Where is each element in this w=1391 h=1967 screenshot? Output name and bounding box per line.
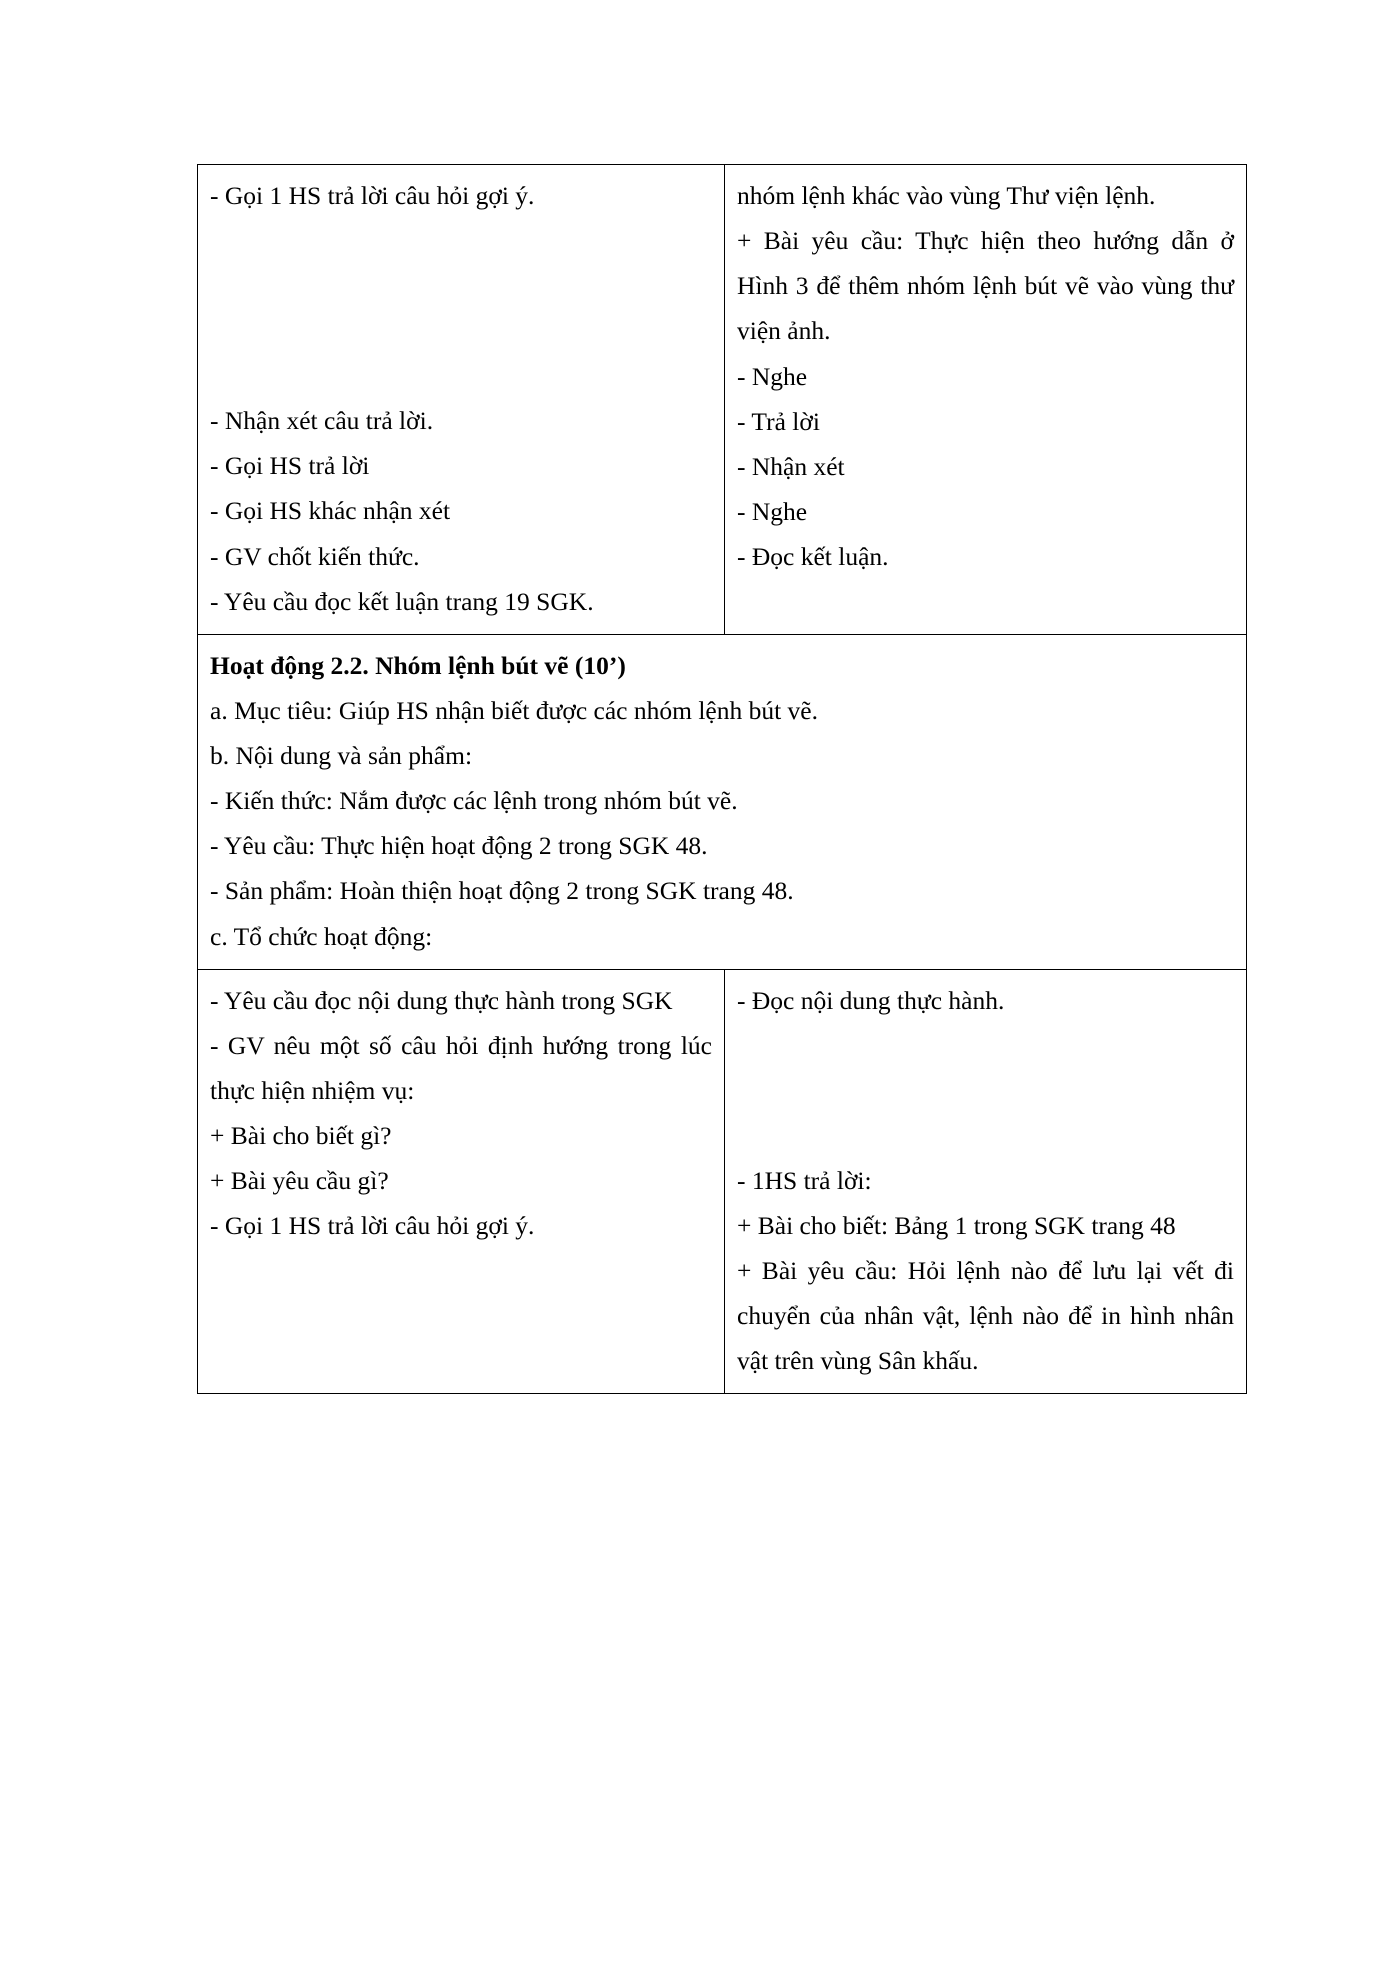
vertical-spacer: [210, 218, 712, 398]
table-row: [198, 634, 1247, 969]
cell-content: [210, 643, 1234, 959]
line-item: + Bài yêu cầu gì?: [210, 1166, 389, 1196]
line-item: - Nghe: [737, 496, 808, 526]
line-item: - Trả lời: [737, 406, 820, 436]
line-item: - 1HS trả lời:: [737, 1165, 872, 1195]
table-cell-activities-teacher: [198, 165, 725, 635]
content-line: b. Nội dung và sản phẩm:: [210, 741, 473, 770]
cell-content: [737, 173, 1234, 579]
table-cell-activities-teacher: [198, 969, 725, 1394]
table-cell-activities-student: [725, 165, 1247, 635]
activity-heading: Hoạt động 2.2. Nhóm lệnh bút vẽ (10’): [210, 650, 626, 680]
knowledge-line: - Kiến thức: Nắm được các lệnh trong nhóm bút vẽ.: [210, 786, 738, 816]
table-cell-activities-student: [725, 969, 1247, 1394]
cell-content: [210, 978, 712, 1249]
cell-content: [737, 978, 1234, 1384]
line-item: - Yêu cầu đọc nội dung thực hành trong SGK: [210, 985, 673, 1015]
line-item: - Gọi HS trả lời: [210, 451, 370, 481]
objective-line: a. Mục tiêu: Giúp HS nhận biết được các nhóm lệnh bút vẽ.: [210, 695, 819, 725]
line-item: - Nghe: [737, 361, 808, 391]
table-cell-activity-2-2-description: [198, 634, 1247, 969]
product-line: - Sản phẩm: Hoàn thiện hoạt động 2 trong SGK trang 48.: [210, 876, 794, 906]
line-item: - Đọc nội dung thực hành.: [737, 985, 1005, 1015]
line-item: + Bài cho biết gì?: [210, 1121, 392, 1150]
cell-content: [210, 173, 712, 624]
table-row: [198, 969, 1247, 1394]
line-item: + Bài yêu cầu: Thực hiện theo hướng dẫn ở Hình 3 để thêm nhóm lệnh bút vẽ vào vùng thư viện ảnh.: [737, 226, 1234, 346]
line-item: - Gọi 1 HS trả lời câu hỏi gợi ý.: [210, 1211, 535, 1241]
vertical-spacer: [737, 1023, 1234, 1158]
line-item: + Bài yêu cầu: Hỏi lệnh nào để lưu lại vết đi chuyển của nhân vật, lệnh nào để in hình nhân vật trên vùng Sân khấu.: [737, 1256, 1234, 1376]
line-item: nhóm lệnh khác vào vùng Thư viện lệnh.: [737, 181, 1156, 210]
organization-line: c. Tổ chức hoạt động:: [210, 921, 433, 951]
line-item: - GV nêu một số câu hỏi định hướng trong lúc thực hiện nhiệm vụ:: [210, 1030, 712, 1105]
line-item: - Đọc kết luận.: [737, 542, 889, 571]
table-body: [198, 165, 1247, 1394]
requirement-line: - Yêu cầu: Thực hiện hoạt động 2 trong SGK 48.: [210, 831, 708, 861]
line-item: - Nhận xét câu trả lời.: [210, 406, 434, 436]
lesson-plan-table: [197, 164, 1247, 1394]
line-item: - Yêu cầu đọc kết luận trang 19 SGK.: [210, 586, 594, 616]
line-item: + Bài cho biết: Bảng 1 trong SGK trang 48: [737, 1210, 1176, 1240]
line-item: - Gọi 1 HS trả lời câu hỏi gợi ý.: [210, 181, 535, 210]
table-row: [198, 165, 1247, 635]
line-item: - Nhận xét: [737, 451, 845, 481]
line-item: - GV chốt kiến thức.: [210, 541, 420, 571]
line-item: - Gọi HS khác nhận xét: [210, 496, 451, 526]
